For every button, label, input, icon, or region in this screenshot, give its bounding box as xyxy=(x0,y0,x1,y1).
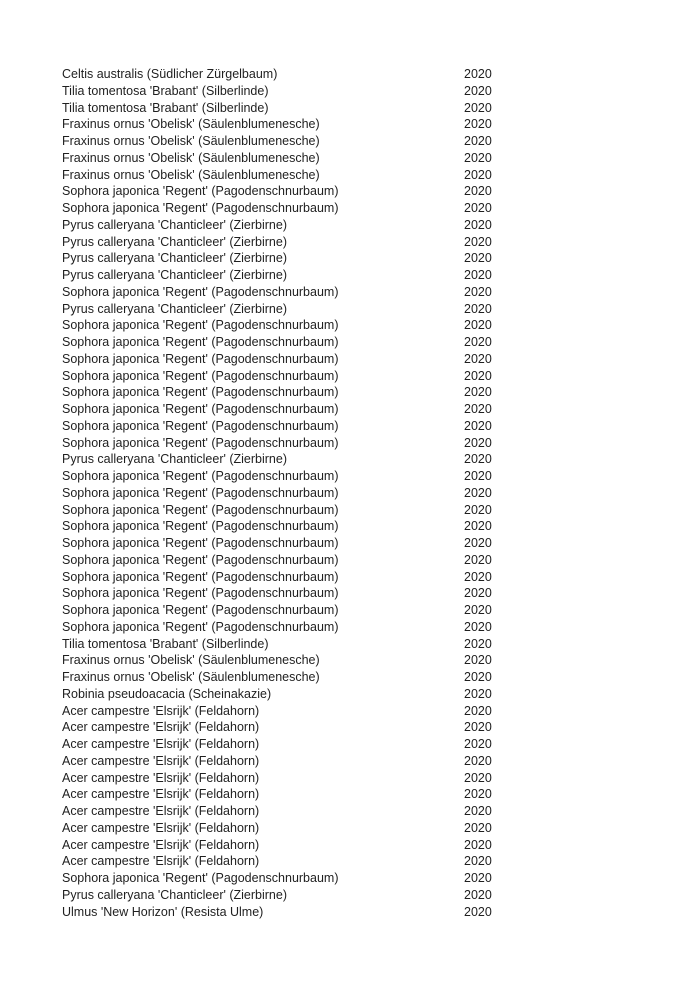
species-cell: Ulmus 'New Horizon' (Resista Ulme) xyxy=(62,904,264,919)
species-cell: Fraxinus ornus 'Obelisk' (Säulenblumenesche) xyxy=(62,670,320,684)
table-row xyxy=(0,502,700,519)
year-cell: 2020 xyxy=(464,854,492,869)
year-cell: 2020 xyxy=(464,887,492,902)
table-row xyxy=(0,602,700,619)
year-cell: 2020 xyxy=(464,234,492,249)
species-cell: Fraxinus ornus 'Obelisk' (Säulenblumenesche) xyxy=(62,167,320,182)
table-row xyxy=(0,200,700,217)
table-row xyxy=(0,753,700,770)
year-cell: 2020 xyxy=(464,167,492,182)
species-cell: Pyrus calleryana 'Chanticleer' (Zierbirne) xyxy=(62,268,287,282)
table-row xyxy=(0,904,700,921)
year-cell: 2020 xyxy=(464,603,492,617)
table-row xyxy=(0,619,700,636)
species-cell: Pyrus calleryana 'Chanticleer' (Zierbirne) xyxy=(62,887,287,902)
table-row xyxy=(0,636,700,653)
species-cell: Tilia tomentosa 'Brabant' (Silberlinde) xyxy=(62,83,269,98)
table-row xyxy=(0,652,700,669)
year-cell: 2020 xyxy=(464,619,492,634)
species-cell: Sophora japonica 'Regent' (Pagodenschnurbaum) xyxy=(62,318,339,333)
year-cell: 2020 xyxy=(464,251,492,266)
year-cell: 2020 xyxy=(464,368,492,383)
year-cell: 2020 xyxy=(464,485,492,500)
species-cell: Fraxinus ornus 'Obelisk' (Säulenblumenesche) xyxy=(62,117,320,132)
species-cell: Acer campestre 'Elsrijk' (Feldahorn) xyxy=(62,787,260,802)
year-cell: 2020 xyxy=(464,217,492,232)
species-cell: Sophora japonica 'Regent' (Pagodenschnurbaum) xyxy=(62,586,339,601)
year-cell: 2020 xyxy=(464,636,492,651)
table-row xyxy=(0,384,700,401)
species-cell: Sophora japonica 'Regent' (Pagodenschnurbaum) xyxy=(62,469,339,483)
species-cell: Sophora japonica 'Regent' (Pagodenschnurbaum) xyxy=(62,536,339,550)
table-row xyxy=(0,217,700,234)
year-cell: 2020 xyxy=(464,536,492,550)
year-cell: 2020 xyxy=(464,569,492,584)
year-cell: 2020 xyxy=(464,737,492,751)
table-row xyxy=(0,66,700,83)
table-row xyxy=(0,250,700,267)
year-cell: 2020 xyxy=(464,820,492,835)
species-cell: Sophora japonica 'Regent' (Pagodenschnurbaum) xyxy=(62,351,339,366)
year-cell: 2020 xyxy=(464,150,492,165)
table-row xyxy=(0,786,700,803)
year-cell: 2020 xyxy=(464,753,492,768)
species-cell: Acer campestre 'Elsrijk' (Feldahorn) xyxy=(62,703,260,718)
year-cell: 2020 xyxy=(464,787,492,802)
species-cell: Sophora japonica 'Regent' (Pagodenschnurbaum) xyxy=(62,603,339,617)
species-cell: Acer campestre 'Elsrijk' (Feldahorn) xyxy=(62,837,260,852)
year-cell: 2020 xyxy=(464,871,492,885)
species-cell: Robinia pseudoacacia (Scheinakazie) xyxy=(62,686,272,701)
species-cell: Acer campestre 'Elsrijk' (Feldahorn) xyxy=(62,753,260,768)
species-cell: Acer campestre 'Elsrijk' (Feldahorn) xyxy=(62,720,260,735)
table-row xyxy=(0,552,700,569)
year-cell: 2020 xyxy=(464,435,492,450)
table-row xyxy=(0,820,700,837)
year-cell: 2020 xyxy=(464,83,492,98)
table-row xyxy=(0,736,700,753)
year-cell: 2020 xyxy=(464,837,492,852)
table-row xyxy=(0,468,700,485)
table-row xyxy=(0,116,700,133)
year-cell: 2020 xyxy=(464,502,492,517)
year-cell: 2020 xyxy=(464,100,492,115)
species-cell: Tilia tomentosa 'Brabant' (Silberlinde) xyxy=(62,636,269,651)
year-cell: 2020 xyxy=(464,670,492,684)
species-cell: Sophora japonica 'Regent' (Pagodenschnurbaum) xyxy=(62,569,339,584)
table-row xyxy=(0,837,700,854)
species-cell: Acer campestre 'Elsrijk' (Feldahorn) xyxy=(62,854,260,869)
year-cell: 2020 xyxy=(464,117,492,132)
table-row xyxy=(0,167,700,184)
table-row xyxy=(0,451,700,468)
species-cell: Sophora japonica 'Regent' (Pagodenschnurbaum) xyxy=(62,201,339,215)
table-row xyxy=(0,435,700,452)
year-cell: 2020 xyxy=(464,653,492,668)
table-row xyxy=(0,535,700,552)
year-cell: 2020 xyxy=(464,335,492,349)
species-cell: Tilia tomentosa 'Brabant' (Silberlinde) xyxy=(62,100,269,115)
species-cell: Acer campestre 'Elsrijk' (Feldahorn) xyxy=(62,770,260,785)
table-row xyxy=(0,719,700,736)
year-cell: 2020 xyxy=(464,318,492,333)
table-row xyxy=(0,234,700,251)
year-cell: 2020 xyxy=(464,519,492,534)
species-cell: Pyrus calleryana 'Chanticleer' (Zierbirne) xyxy=(62,217,287,232)
year-cell: 2020 xyxy=(464,184,492,199)
year-cell: 2020 xyxy=(464,284,492,299)
year-cell: 2020 xyxy=(464,804,492,818)
species-cell: Sophora japonica 'Regent' (Pagodenschnurbaum) xyxy=(62,335,339,349)
species-cell: Sophora japonica 'Regent' (Pagodenschnurbaum) xyxy=(62,402,339,416)
species-cell: Fraxinus ornus 'Obelisk' (Säulenblumenesche) xyxy=(62,150,320,165)
table-row xyxy=(0,100,700,117)
table-row xyxy=(0,334,700,351)
table-row xyxy=(0,703,700,720)
species-cell: Fraxinus ornus 'Obelisk' (Säulenblumenesche) xyxy=(62,653,320,668)
table-row xyxy=(0,351,700,368)
table-row xyxy=(0,485,700,502)
species-cell: Sophora japonica 'Regent' (Pagodenschnurbaum) xyxy=(62,519,339,534)
year-cell: 2020 xyxy=(464,351,492,366)
table-row xyxy=(0,418,700,435)
table-row xyxy=(0,284,700,301)
table-row xyxy=(0,870,700,887)
species-cell: Sophora japonica 'Regent' (Pagodenschnurbaum) xyxy=(62,485,339,500)
year-cell: 2020 xyxy=(464,134,492,148)
species-cell: Pyrus calleryana 'Chanticleer' (Zierbirne) xyxy=(62,234,287,249)
table-row xyxy=(0,585,700,602)
table-row xyxy=(0,317,700,334)
year-cell: 2020 xyxy=(464,201,492,215)
year-cell: 2020 xyxy=(464,770,492,785)
table-row xyxy=(0,853,700,870)
species-cell: Acer campestre 'Elsrijk' (Feldahorn) xyxy=(62,804,260,818)
year-cell: 2020 xyxy=(464,686,492,701)
table-row xyxy=(0,401,700,418)
species-cell: Sophora japonica 'Regent' (Pagodenschnurbaum) xyxy=(62,184,339,199)
species-cell: Acer campestre 'Elsrijk' (Feldahorn) xyxy=(62,820,260,835)
year-cell: 2020 xyxy=(464,469,492,483)
species-cell: Pyrus calleryana 'Chanticleer' (Zierbirne) xyxy=(62,301,287,316)
table-row xyxy=(0,887,700,904)
species-cell: Pyrus calleryana 'Chanticleer' (Zierbirne) xyxy=(62,251,287,266)
species-cell: Pyrus calleryana 'Chanticleer' (Zierbirne) xyxy=(62,452,287,467)
table-row xyxy=(0,518,700,535)
year-cell: 2020 xyxy=(464,452,492,467)
year-cell: 2020 xyxy=(464,301,492,316)
table-row xyxy=(0,803,700,820)
table-row xyxy=(0,686,700,703)
year-cell: 2020 xyxy=(464,703,492,718)
table-row xyxy=(0,133,700,150)
species-cell: Sophora japonica 'Regent' (Pagodenschnurbaum) xyxy=(62,385,339,400)
year-cell: 2020 xyxy=(464,904,492,919)
species-cell: Sophora japonica 'Regent' (Pagodenschnurbaum) xyxy=(62,502,339,517)
table-row xyxy=(0,83,700,100)
table-row xyxy=(0,368,700,385)
species-cell: Fraxinus ornus 'Obelisk' (Säulenblumenesche) xyxy=(62,134,320,148)
species-cell: Sophora japonica 'Regent' (Pagodenschnurbaum) xyxy=(62,871,339,885)
table-row xyxy=(0,267,700,284)
species-cell: Celtis australis (Südlicher Zürgelbaum) xyxy=(62,67,278,81)
year-cell: 2020 xyxy=(464,720,492,735)
species-cell: Sophora japonica 'Regent' (Pagodenschnurbaum) xyxy=(62,619,339,634)
year-cell: 2020 xyxy=(464,418,492,433)
species-cell: Sophora japonica 'Regent' (Pagodenschnurbaum) xyxy=(62,552,339,567)
year-cell: 2020 xyxy=(464,402,492,416)
table-row xyxy=(0,669,700,686)
table-row xyxy=(0,770,700,787)
species-cell: Sophora japonica 'Regent' (Pagodenschnurbaum) xyxy=(62,418,339,433)
year-cell: 2020 xyxy=(464,552,492,567)
year-cell: 2020 xyxy=(464,268,492,282)
table-row xyxy=(0,569,700,586)
year-cell: 2020 xyxy=(464,586,492,601)
table-row xyxy=(0,183,700,200)
species-cell: Sophora japonica 'Regent' (Pagodenschnurbaum) xyxy=(62,284,339,299)
year-cell: 2020 xyxy=(464,67,492,81)
species-cell: Sophora japonica 'Regent' (Pagodenschnurbaum) xyxy=(62,368,339,383)
year-cell: 2020 xyxy=(464,385,492,400)
species-cell: Acer campestre 'Elsrijk' (Feldahorn) xyxy=(62,737,260,751)
tree-list xyxy=(0,66,700,920)
table-row xyxy=(0,301,700,318)
table-row xyxy=(0,150,700,167)
species-cell: Sophora japonica 'Regent' (Pagodenschnurbaum) xyxy=(62,435,339,450)
